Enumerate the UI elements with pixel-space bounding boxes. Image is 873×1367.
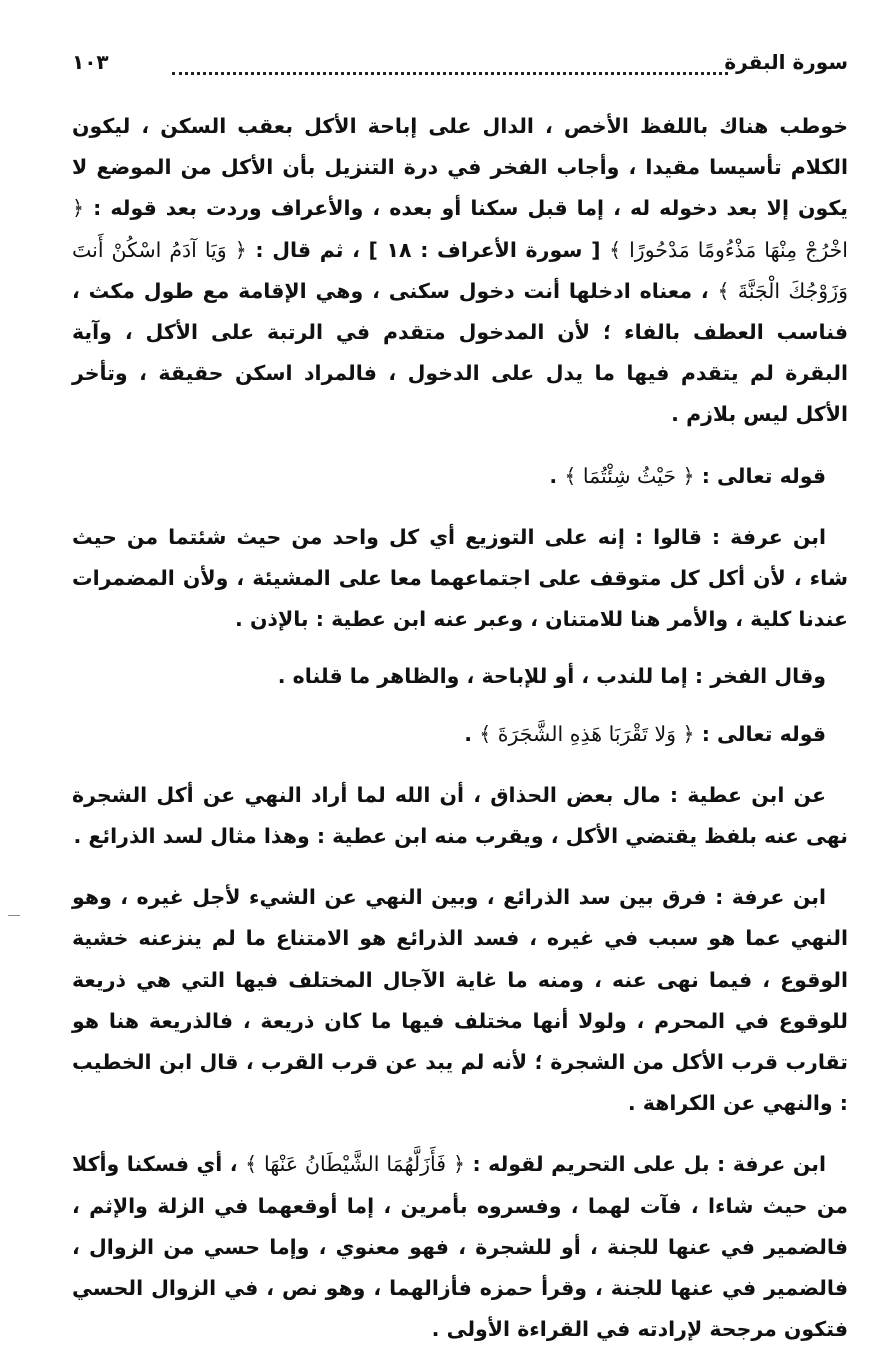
text-span: عن ابن عطية : مال بعض الحذاق ، أن الله لما أراد النهي عن أكل الشجرة نهى عنه بلفظ يقتضي الأكل ، ويقرب منه ابن عطية : وهذا مثال لسد الذرائع . — [72, 782, 848, 849]
text-span: ، أي فسكنا وأكلا من حيث شاءا ، فآت لهما ، وفسروه بأمرين ، إما أوقعهما في الزلة والإثم ، فالضمير في عنها للجنة ، أو للشجرة ، فهو معنوي ، وإما حسي من الزوال ، فالضمير في عنها للجنة ، وقرأ حمزه فأزالهما ، وهو نص ، في الزوال الحسي فتكون مرجحة لإرادته في القراءة الأولى . — [72, 1152, 848, 1342]
text-span: خوطب هناك باللفظ الأخص ، الدال على إباحة الأكل بعقب السكن ، ليكون الكلام تأسيسا مقيدا ، وأجاب الفخر في درة التنزيل بأن الأكل من الموضع لا يكون إلا بعد دخوله له ، إما قبل سكنا أو بعده ، والأعراف وردت بعد قوله : — [72, 114, 848, 221]
paragraph-5 — [72, 714, 848, 755]
text-span: وقال الفخر : إما للندب ، أو للإباحة ، والظاهر ما قلناه . — [277, 664, 826, 689]
quran-quote: ﴿ اخْرُجْ مِنْهَا مَذْءُومًا مَدْحُورًا ﴾ — [72, 196, 849, 262]
paragraph-1 — [72, 106, 848, 436]
text-span: ابن عرفة : قالوا : إنه على التوزيع أي كل واحد من حيث شئتما من حيث شاء ، لأن أكل كل متوقف على اجتماعهما معا على المشيئة ، ولأن المضمرات عندنا كلية ، والأمر هنا للامتنان ، وعبر عنه ابن عطية : بالإذن . — [72, 524, 848, 632]
paragraph-3 — [72, 517, 848, 641]
page-number: ١٠٣ — [72, 50, 109, 74]
text-span: قوله تعالى : — [701, 721, 826, 746]
paragraph-6 — [72, 775, 848, 857]
text-span: . — [464, 721, 473, 746]
running-title: سورة البقرة — [724, 50, 848, 74]
quran-quote: ﴿ حَيْثُ شِئْتُمَا ﴾ — [564, 463, 695, 488]
text-span: . — [549, 463, 558, 488]
quran-quote: ﴿ وَيَا آدَمُ اسْكُنْ أَنتَ وَزَوْجُكَ الْجَنَّةَ ﴾ — [72, 237, 849, 303]
paragraph-8 — [72, 1144, 848, 1350]
document-page — [72, 50, 848, 1350]
paragraph-4 — [72, 656, 848, 697]
text-span: ابن عرفة : فرق بين سد الذرائع ، وبين النهي عن الشيء لأجل غيره ، وهو النهي عما هو سبب في غيره ، فسد الذرائع هو الامتناع ما لم ينزعنه خشية الوقوع ، فيما نهى عنه ، ومنه ما غاية الآجال المختلف فيها التي هي ذريعة للوقوع في المحرم ، ولولا أنها مختلف فيها ما كان ذريعة ، فالذريعة هنا هو تقارب قرب الأكل من الشجرة ؛ لأنه لم يبد عن قرب القرب ، قال ابن الخطيب : والنهي عن الكراهة . — [72, 885, 848, 1116]
text-span: [ سورة الأعراف : ١٨ ] ، ثم قال : — [255, 237, 601, 262]
margin-scan-mark — [8, 915, 20, 916]
text-span: قوله تعالى : — [701, 463, 826, 488]
quran-quote: ﴿ فَأَزَلَّهُمَا الشَّيْطَانُ عَنْهَا ﴾ — [245, 1152, 465, 1177]
header-dotted-leader — [172, 72, 728, 75]
text-span: ، معناه ادخلها أنت دخول سكنى ، وهي الإقامة مع طول مكث ، فناسب العطف بالفاء ؛ لأن المدخول متقدم في الرتبة على الأكل ، وآية البقرة لم يتقدم فيها ما يدل على الدخول ، فالمراد اسكن حقيقة ، وتأخر الأكل ليس بلازم . — [72, 278, 848, 427]
page-header — [72, 50, 848, 80]
text-span: ابن عرفة : بل على التحريم لقوله : — [472, 1152, 827, 1177]
paragraph-7 — [72, 877, 848, 1124]
quran-quote: ﴿ وَلا تَقْرَبَا هَذِهِ الشَّجَرَةَ ﴾ — [479, 721, 695, 746]
paragraph-2 — [72, 456, 848, 497]
